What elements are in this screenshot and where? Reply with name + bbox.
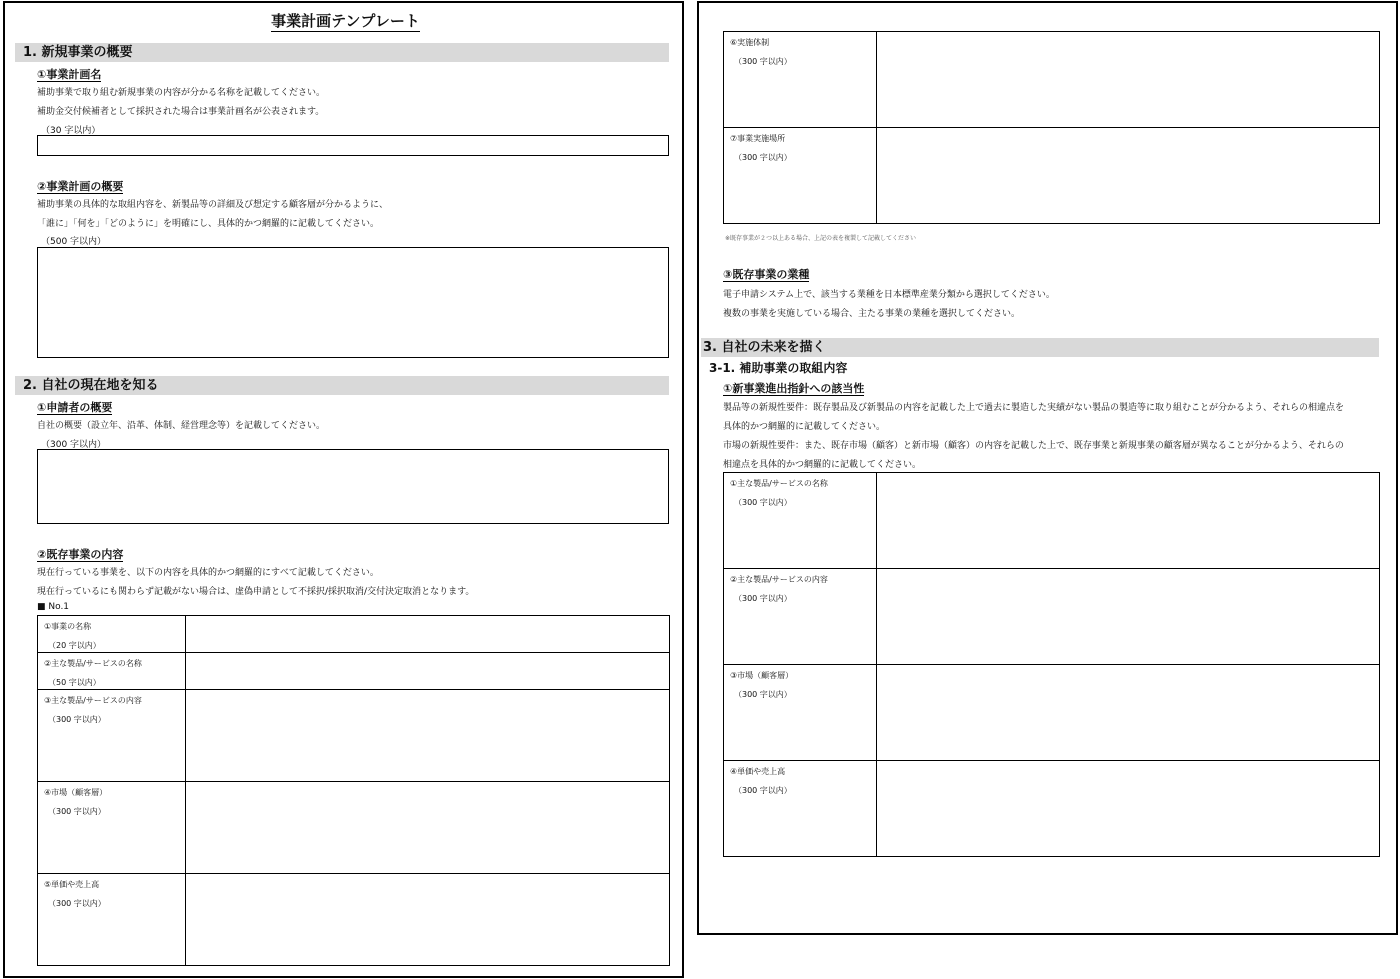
table-row <box>38 782 670 874</box>
item-existing-business-instruction-2: 現在行っているにも関わらず記載がない場合は、虚偽申請として不採択/採択取消/交付決定取消となります。 <box>37 587 475 597</box>
new-market-input-cell[interactable] <box>877 665 1380 761</box>
item-industry-instruction-2: 複数の事業を実施している場合、主たる事業の業種を選択してください。 <box>723 309 1021 319</box>
market-input-cell[interactable] <box>186 782 670 874</box>
new-product-content-input-cell[interactable] <box>877 569 1380 665</box>
product-content-input-cell[interactable] <box>186 690 670 782</box>
document-title: 事業計画テンプレート <box>271 12 420 30</box>
item-plan-summary-instruction-2: 「誰に」「何を」「どのように」を明確にし、具体的かつ網羅的に記載してください。 <box>37 219 380 229</box>
price-sales-input-cell[interactable] <box>186 874 670 966</box>
row-label-cell: ④市場（顧客層） （300 字以内） <box>38 782 186 874</box>
applicant-overview-input-box[interactable] <box>37 449 669 524</box>
item-existing-business-instruction-1: 現在行っている事業を、以下の内容を具体的かつ網羅的にすべて記載してください。 <box>37 568 379 578</box>
plan-summary-input-box[interactable] <box>37 247 669 358</box>
section-1-heading: 1. 新規事業の概要 <box>15 43 669 62</box>
item-applicant-overview-title: ①申請者の概要 <box>37 401 113 414</box>
table-row <box>724 32 1380 128</box>
guideline-instruction-2: 具体的かつ網羅的に記載してください。 <box>723 422 886 432</box>
guideline-instruction-1: 製品等の新規性要件：既存製品及び新製品の内容を記載した上で過去に製造した実績がない製品の製造等に取り組むことが分かるよう、それらの相違点を <box>723 403 1345 413</box>
item-applicant-overview-limit: （300 字以内） <box>41 440 107 450</box>
row-label-cell: ①事業の名称 （20 字以内） <box>38 616 186 653</box>
business-name-input-cell[interactable] <box>186 616 670 653</box>
implementation-location-input-cell[interactable] <box>877 128 1380 224</box>
item-plan-name-title: ①事業計画名 <box>37 68 102 81</box>
existing-business-number: ■ No.1 <box>37 602 70 612</box>
duplicate-table-note: ※既存事業が２つ以上ある場合、上記の表を複製して記載してください <box>725 235 917 242</box>
item-plan-name-limit: （30 字以内） <box>41 126 101 136</box>
table-row <box>38 874 670 966</box>
item-plan-summary-instruction-1: 補助事業の具体的な取組内容を、新製品等の詳細及び想定する顧客層が分かるように、 <box>37 200 389 210</box>
table-row <box>724 569 1380 665</box>
row-label-cell: ②主な製品/サービスの名称 （50 字以内） <box>38 653 186 690</box>
table-row <box>724 128 1380 224</box>
existing-business-table <box>37 615 670 966</box>
row-label-cell: ⑥実施体制 （300 字以内） <box>724 32 877 128</box>
section-3-heading: 3. 自社の未来を描く <box>701 338 1379 357</box>
product-name-input-cell[interactable] <box>186 653 670 690</box>
row-label-cell: ③主な製品/サービスの内容 （300 字以内） <box>38 690 186 782</box>
subsection-3-1-heading: 3-1. 補助事業の取組内容 <box>709 361 848 375</box>
item-applicant-overview-instruction: 自社の概要（設立年、沿革、体制、経営理念等）を記載してください。 <box>37 421 326 431</box>
table-row <box>724 665 1380 761</box>
row-label-cell: ⑦事業実施場所 （300 字以内） <box>724 128 877 224</box>
implementation-structure-input-cell[interactable] <box>877 32 1380 128</box>
row-label-cell: ①主な製品/サービスの名称 （300 字以内） <box>724 473 877 569</box>
table-row <box>724 473 1380 569</box>
table-row <box>38 653 670 690</box>
new-product-name-input-cell[interactable] <box>877 473 1380 569</box>
item-industry-instruction-1: 電子申請システム上で、該当する業種を日本標準産業分類から選択してください。 <box>723 290 1055 300</box>
row-label-cell: ②主な製品/サービスの内容 （300 字以内） <box>724 569 877 665</box>
item-guideline-title: ①新事業進出指針への該当性 <box>723 382 865 395</box>
table-row <box>38 690 670 782</box>
template-page-1 <box>3 1 684 978</box>
item-plan-summary-title: ②事業計画の概要 <box>37 180 124 193</box>
template-page-2 <box>697 1 1398 935</box>
section-2-heading: 2. 自社の現在地を知る <box>15 376 669 395</box>
item-existing-business-title: ②既存事業の内容 <box>37 548 124 561</box>
guideline-instructions <box>723 400 1377 474</box>
table-row <box>724 761 1380 857</box>
row-label-cell: ⑤単価や売上高 （300 字以内） <box>38 874 186 966</box>
guideline-instruction-3: 市場の新規性要件：また、既存市場（顧客）と新市場（顧客）の内容を記載した上で、既存事業と新規事業の顧客層が異なることが分かるよう、それらの <box>723 441 1344 451</box>
item-plan-name-instruction-2: 補助金交付候補者として採択された場合は事業計画名が公表されます。 <box>37 107 325 117</box>
guideline-instruction-4: 相違点を具体的かつ網羅的に記載してください。 <box>723 460 922 470</box>
row-label-cell: ④単価や売上高 （300 字以内） <box>724 761 877 857</box>
table-row <box>38 616 670 653</box>
item-industry-title: ③既存事業の業種 <box>723 268 810 281</box>
item-plan-summary-limit: （500 字以内） <box>41 237 107 247</box>
new-price-sales-input-cell[interactable] <box>877 761 1380 857</box>
item-plan-name-instruction-1: 補助事業で取り組む新規事業の内容が分かる名称を記載してください。 <box>37 88 326 98</box>
existing-business-table-continued <box>723 31 1380 224</box>
row-label-cell: ③市場（顧客層） （300 字以内） <box>724 665 877 761</box>
plan-name-input-box[interactable] <box>37 135 669 156</box>
new-business-table <box>723 472 1380 857</box>
